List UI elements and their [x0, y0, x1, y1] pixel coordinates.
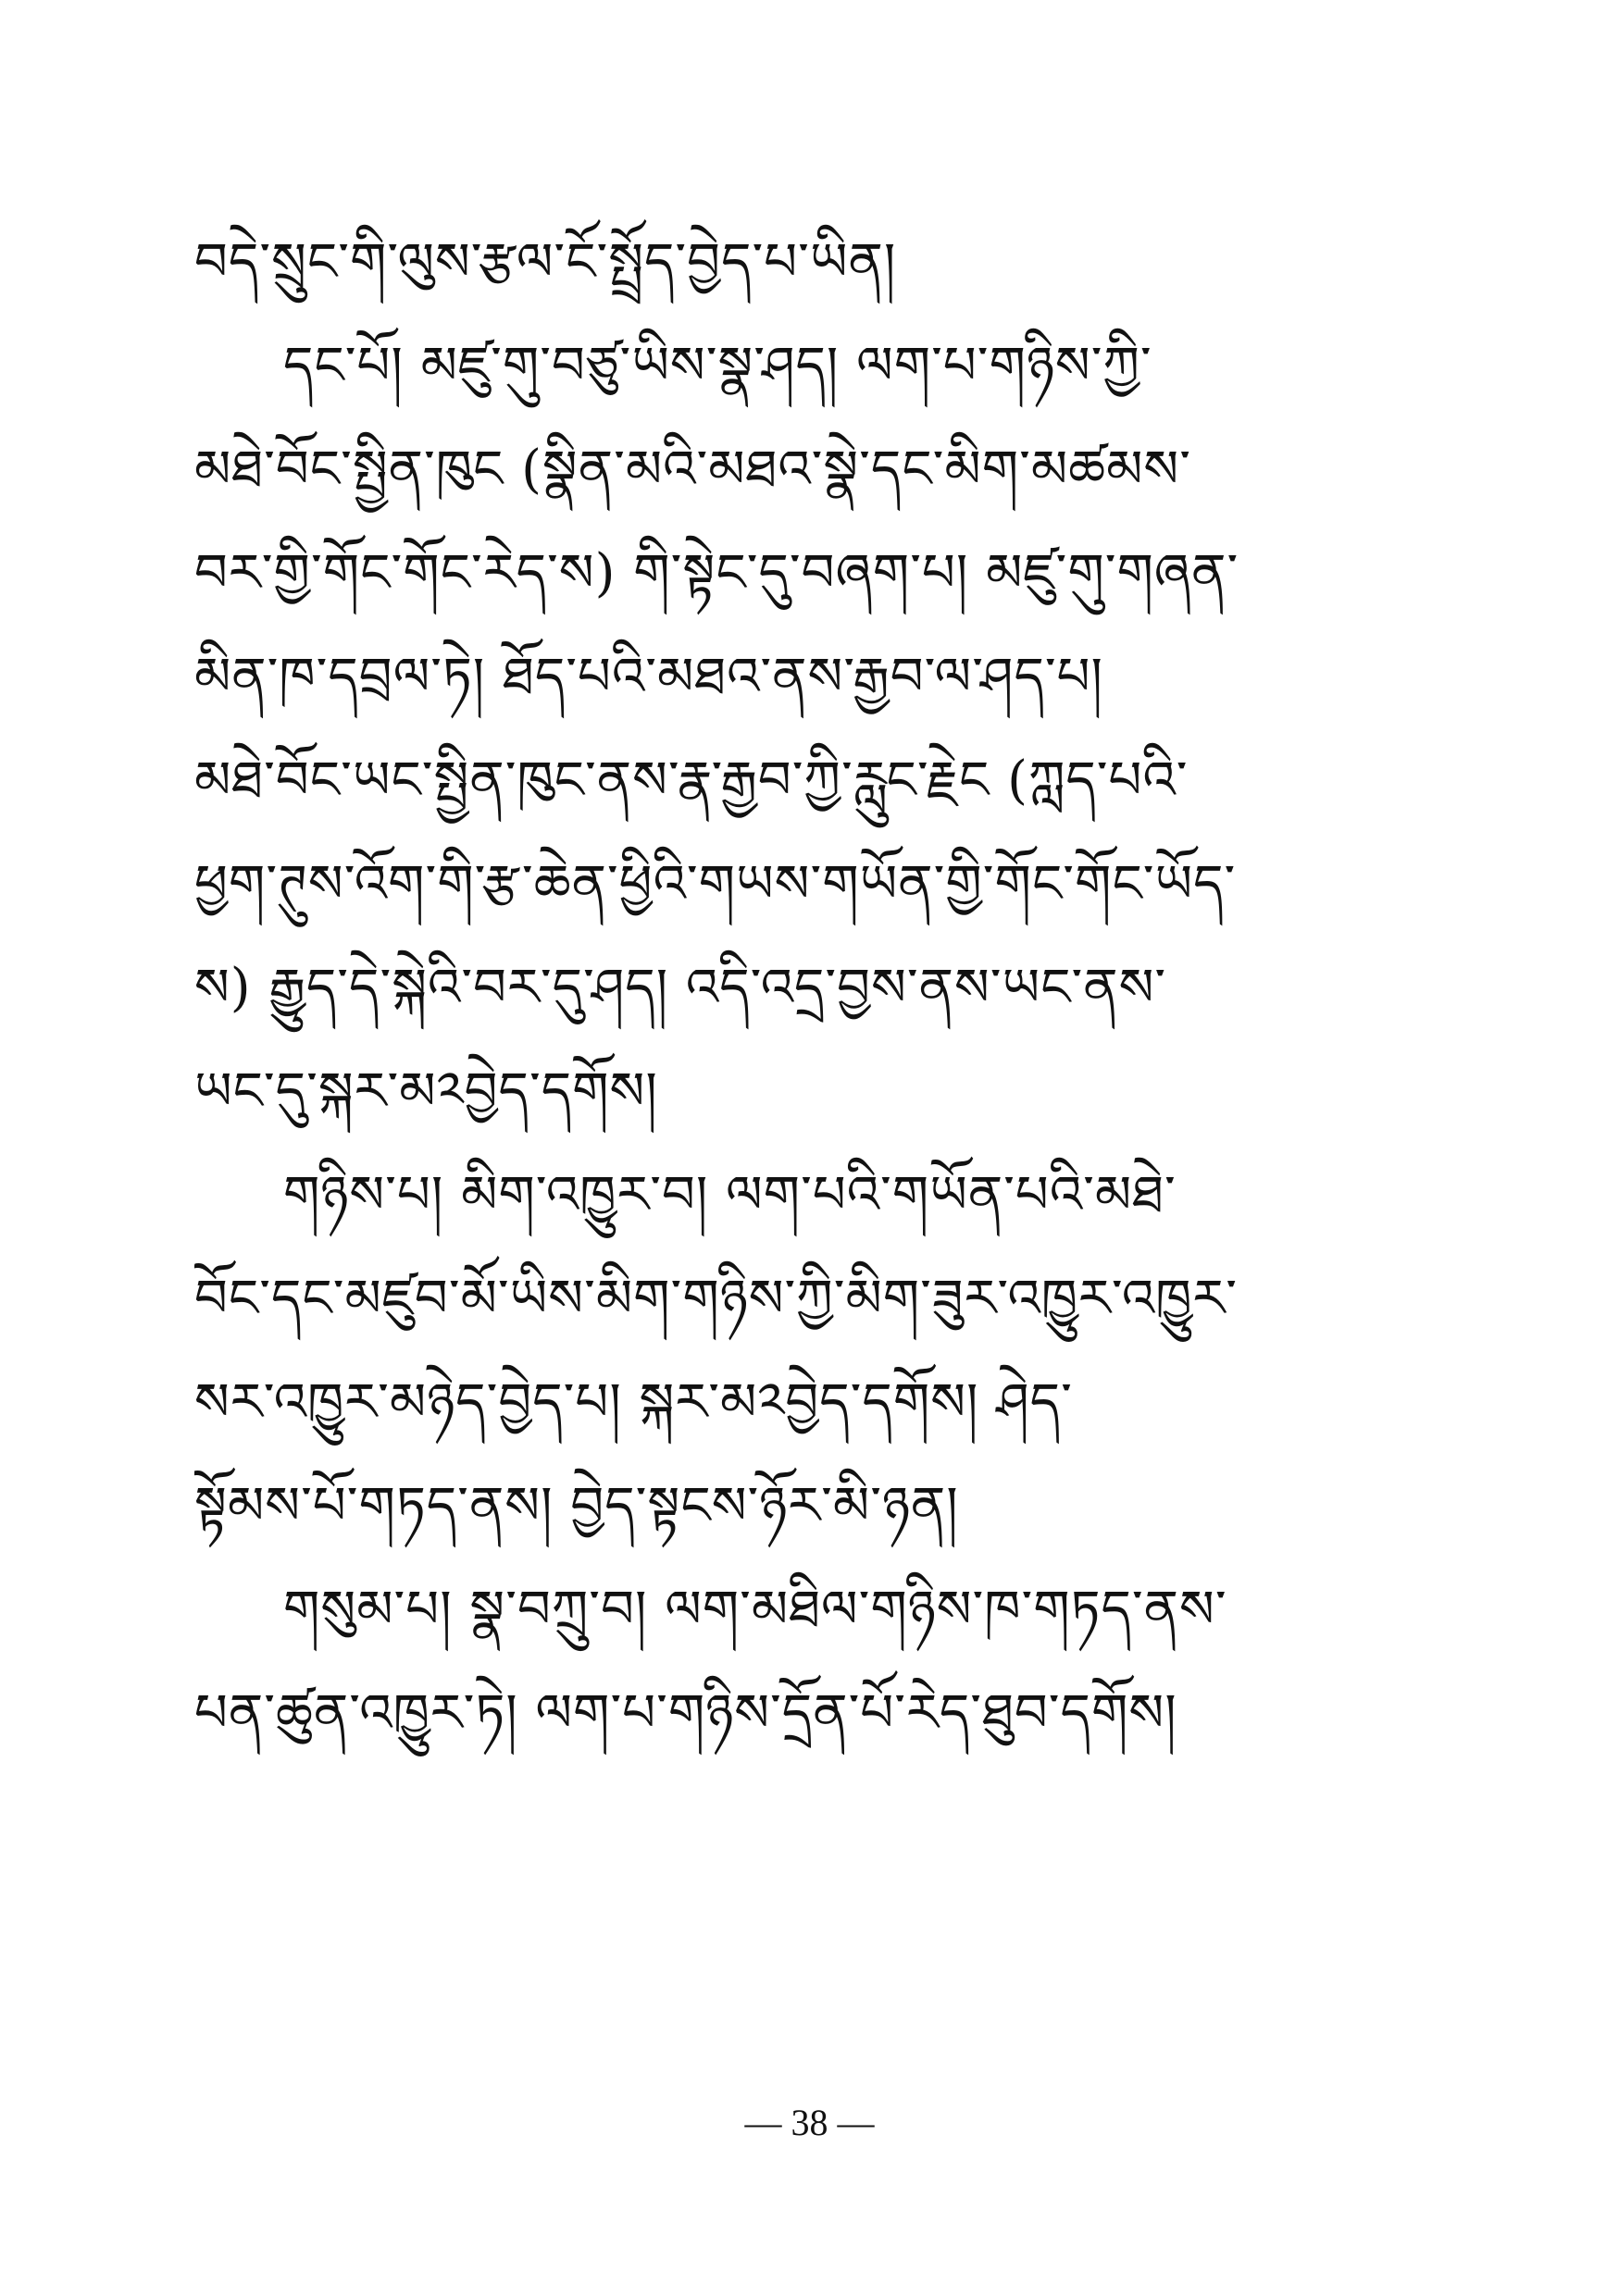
text-line: ཡང་དུ་སྐར་མ༢བྱེད་དགོས། — [194, 1061, 658, 1122]
paragraph-start-line: གསུམ་པ། སྣ་བཀྲུ་བ། ལག་མཐིལ་གཉིས་ཁ་གཏད་ནས་ — [283, 1580, 1227, 1640]
paragraph-start-line: དང་པོ། མཛུ་གུ་བཙུ་ཡིས་སྣ་ཤད། ལག་པ་གཉིས་ཀྱི་ — [283, 336, 1152, 396]
text-line: བདེ་སྲུང་གི་ལུས་རྩལ་ངོ་སྤྲོད་བྱེད་པ་ཡིན། — [194, 232, 897, 292]
text-line: བོང་དང་མཛུབ་མོ་ཡིས་མིག་གཉིས་ཀྱི་མིག་ཟུར་འཁྱུར་འཁྱུར་ — [194, 1269, 1239, 1329]
text-line: ས) རྒྱུད་དེ་སྐེའི་བར་དུ་ཤད། འདི་འདྲ་བྱས་ནས་ཡང་ནས་ — [194, 958, 1167, 1018]
paragraph-start-line: གཉིས་པ། མིག་འཁྱུར་བ། ལག་པའི་གཡོན་པའི་མཐེ་ — [283, 1165, 1177, 1225]
text-line: ཕྱག་ཊུས་འོག་གི་རྩ་ཆེན་ཕྱིའི་གཡས་གཡོན་གྱི་གོང་གོང་ཡོད་ — [194, 854, 1237, 914]
text-line: མཐེ་བོང་ཡང་སྤྱིན་ཁུང་ནས་རྣ་རྒྱབ་ཀྱི་རླུང་རྗེང (ཀླད་པའི་ — [194, 751, 1189, 811]
text-line: བར་གྱི་གོང་གོང་རེད་ས) གི་སྟེང་དུ་བཞག་པ། མཛུ་གུ་གཞན་ — [194, 543, 1239, 603]
text-line: སར་འཁྱུར་མཉེད་བྱེད་པ། སྐར་མ༢བྱེད་དགོས། ཤེད་ — [194, 1372, 1073, 1433]
text-line: སྟོམས་པོ་གཏད་ནས། བྱེད་སྟངས་ཉོར་མི་ཉན། — [194, 1476, 959, 1536]
body-text — [194, 211, 1426, 1766]
text-line: མཐེ་བོང་སྤྱིན་ཁུང (སྣིན་མའི་མཐའ་སྣེ་དང་མིག་མཚམས་ — [194, 440, 1191, 500]
text-line: པན་ཚུན་འཁྱུར་ཏེ། ལག་པ་གཉིས་དྲོན་པོ་རེད་ཐུབ་དགོས། — [194, 1683, 1177, 1744]
page-number: — 38 — — [744, 2102, 875, 2143]
text-line: མིན་ཁ་དབྲལ་ཏེ། ཐོད་པའི་མཐའ་ནས་རྒྱབ་ལ་ཤད་པ། — [194, 647, 1103, 707]
